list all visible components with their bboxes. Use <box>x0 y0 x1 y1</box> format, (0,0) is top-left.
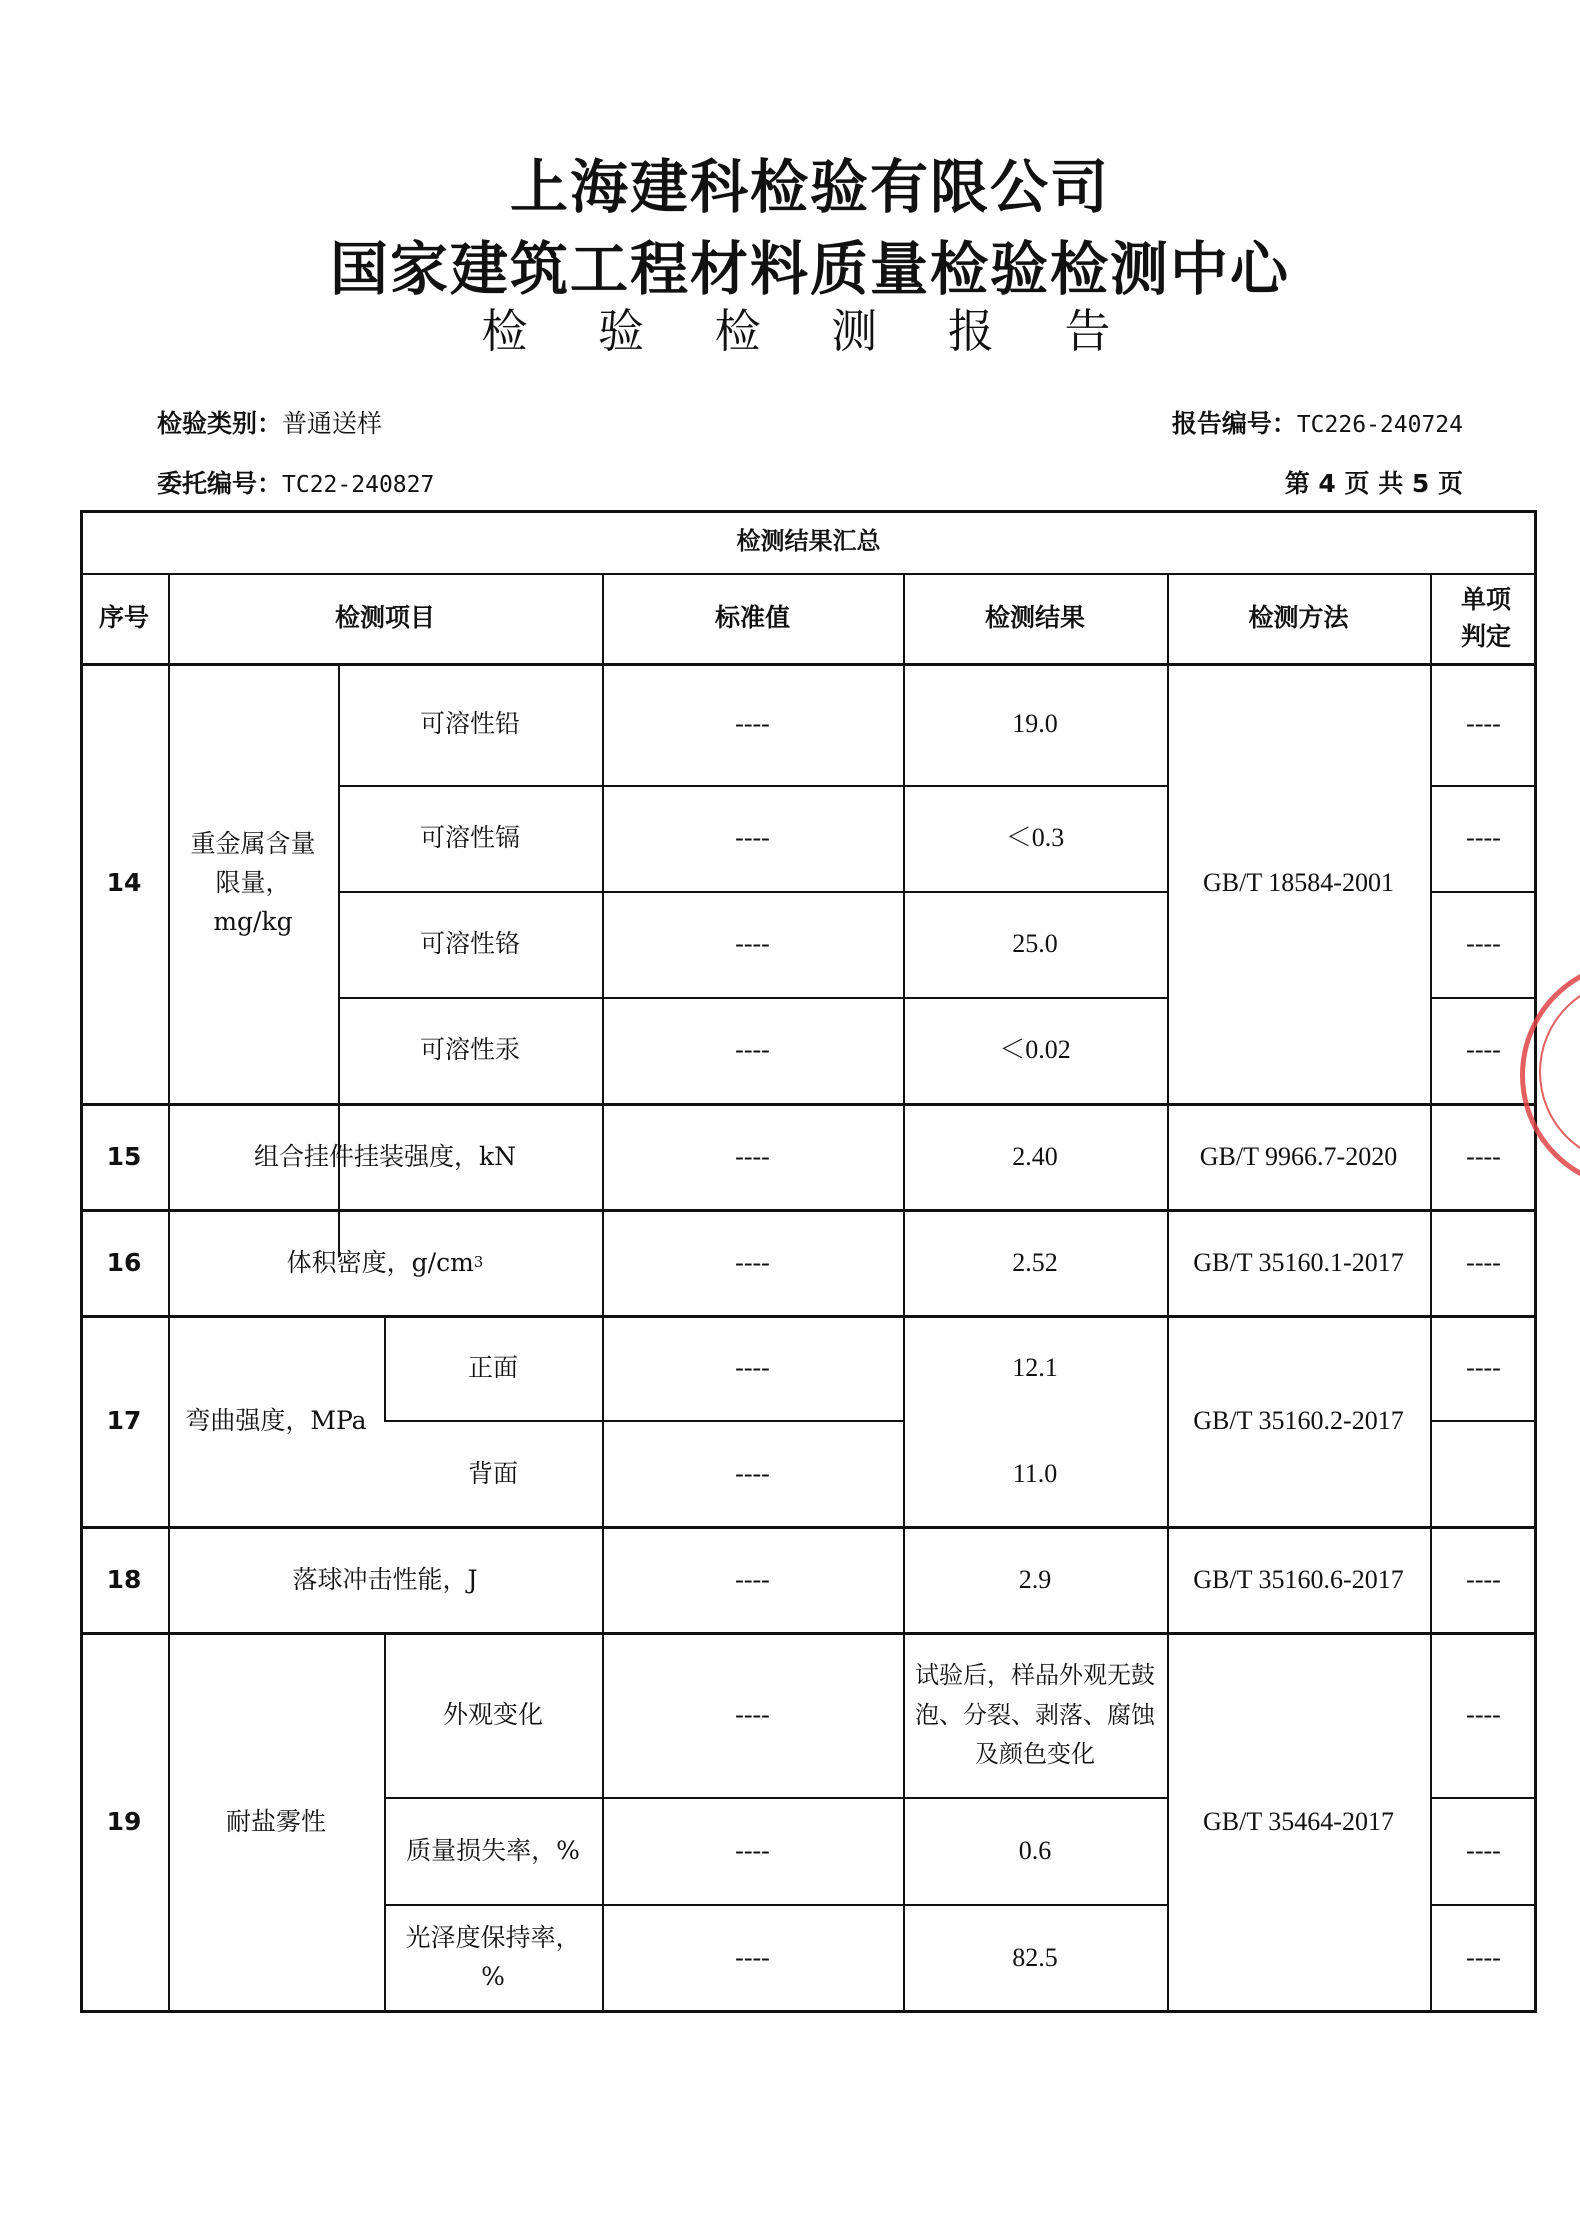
inspection-category <box>157 404 382 440</box>
category-value: 普通送样 <box>282 409 383 438</box>
row-17-sub-2-name: 背面 <box>467 1458 518 1488</box>
row-14-sub-1-name: 可溶性铅 <box>419 708 520 738</box>
row-19-seq: 19 <box>106 1806 142 1836</box>
row-14-sub-2-result: ＜0.3 <box>1005 822 1065 852</box>
row-18-standard: ---- <box>735 1564 770 1594</box>
row-18-seq: 18 <box>106 1564 142 1594</box>
report-number-value: TC226-240724 <box>1296 412 1463 438</box>
row-19-method: GB/T 35464-2017 <box>1203 1806 1394 1836</box>
row-19-sub-1-judge: ---- <box>1466 1700 1501 1730</box>
row-17-sub-1-name: 正面 <box>467 1353 518 1383</box>
row-17-sub-1-result: 12.1 <box>1012 1353 1058 1383</box>
row-15-result: 2.40 <box>1012 1141 1058 1171</box>
row-17-method: GB/T 35160.2-2017 <box>1193 1406 1404 1436</box>
company-title: 上海建科检验有限公司 <box>509 153 1110 221</box>
row-15-method: GB/T 9966.7-2020 <box>1199 1141 1398 1171</box>
row-14-seq: 14 <box>106 868 142 898</box>
row-19-sub-1-result: 试验后，样品外观无鼓泡、分裂、剥落、腐蚀及颜色变化 <box>915 1661 1155 1769</box>
row-19-sub-2-name: 质量损失率，% <box>406 1836 580 1866</box>
row-14-sub-4-result: ＜0.02 <box>999 1035 1071 1065</box>
row-18-method: GB/T 35160.6-2017 <box>1193 1564 1404 1594</box>
row-14-sub-2-standard: ---- <box>735 822 770 852</box>
row-17-seq: 17 <box>106 1406 142 1436</box>
row-19-item: 耐盐雾性 <box>225 1806 326 1836</box>
row-16-method: GB/T 35160.1-2017 <box>1193 1247 1404 1277</box>
header-result: 检测结果 <box>984 603 1085 633</box>
row-16-seq: 16 <box>106 1247 142 1277</box>
row-19-sub-3-standard: ---- <box>735 1942 770 1972</box>
seal-inner-ring <box>1539 979 1580 1165</box>
row-15-standard: ---- <box>735 1141 770 1171</box>
header-seq: 序号 <box>98 603 149 633</box>
row-19-sub-2-result: 0.6 <box>1018 1836 1052 1866</box>
entrust-number-value: TC22-240827 <box>282 472 435 498</box>
row-19-sub-3-result: 82.5 <box>1012 1942 1058 1972</box>
row-14-sub-4-standard: ---- <box>735 1035 770 1065</box>
row-14-sub-4-judge: ---- <box>1466 1035 1501 1065</box>
row-19-sub-1-standard: ---- <box>735 1700 770 1730</box>
header-method: 检测方法 <box>1248 603 1349 633</box>
row-19-sub-3-name: 光泽度保持率，% <box>405 1923 581 1991</box>
row-15-item: 组合挂件挂装强度，kN <box>253 1141 517 1171</box>
entrust-number-label: 委托编号： <box>157 469 283 498</box>
row-15-seq: 15 <box>106 1141 142 1171</box>
report-number <box>1172 404 1463 440</box>
row-17-item: 弯曲强度，MPa <box>185 1406 367 1436</box>
row-14-sub-3-judge: ---- <box>1466 928 1501 958</box>
header-item: 检测项目 <box>334 603 435 633</box>
row-14-sub-3-result: 25.0 <box>1012 928 1058 958</box>
row-14-sub-2-judge: ---- <box>1466 822 1501 852</box>
row-14-sub-3-standard: ---- <box>735 928 770 958</box>
report-number-label: 报告编号： <box>1171 409 1297 438</box>
row-14-sub-1-standard: ---- <box>735 708 770 738</box>
row-16-item-superscript: 3 <box>473 1253 484 1272</box>
row-19-sub-1-name: 外观变化 <box>442 1700 543 1730</box>
row-14-method: GB/T 18584-2001 <box>1203 868 1394 898</box>
row-14-sub-1-result: 19.0 <box>1012 708 1058 738</box>
row-14-sub-2-name: 可溶性镉 <box>419 822 520 852</box>
row-15-judge: ---- <box>1466 1141 1501 1171</box>
row-16-standard: ---- <box>735 1247 770 1277</box>
row-14-sub-1-judge: ---- <box>1466 708 1501 738</box>
page-info: 第 4 页 共 5 页 <box>1284 469 1463 498</box>
row-19-sub-2-judge: ---- <box>1466 1836 1501 1866</box>
row-14-sub-4-name: 可溶性汞 <box>419 1035 520 1065</box>
header-judge: 单项判定 <box>1460 585 1511 651</box>
rule <box>1430 573 1432 664</box>
row-18-item: 落球冲击性能，J <box>292 1564 478 1594</box>
row-16-item <box>168 1210 602 1316</box>
row-19-sub-2-standard: ---- <box>735 1836 770 1866</box>
row-17-sub-1-standard: ---- <box>735 1353 770 1383</box>
header-standard: 标准值 <box>714 603 790 633</box>
row-19-sub-3-judge: ---- <box>1466 1942 1501 1972</box>
row-16-item-text: 体积密度，g/cm <box>286 1247 474 1277</box>
center-title: 国家建筑工程材料质量检验检测中心 <box>329 235 1290 303</box>
table-caption: 检测结果汇总 <box>736 526 881 555</box>
row-18-result: 2.9 <box>1018 1564 1052 1594</box>
row-16-judge: ---- <box>1466 1247 1501 1277</box>
row-17-sub-2-result: 11.0 <box>1012 1458 1058 1488</box>
report-title: 检 验 检 测 报 告 <box>481 304 1139 358</box>
row-14-sub-3-name: 可溶性铬 <box>419 928 520 958</box>
row-17-judge: ---- <box>1466 1353 1501 1383</box>
entrust-number <box>157 464 434 500</box>
category-label: 检验类别： <box>157 409 283 438</box>
row-16-result: 2.52 <box>1012 1247 1058 1277</box>
row-18-judge: ---- <box>1466 1564 1501 1594</box>
row-14-item: 重金属含量限量，mg/kg <box>190 829 316 936</box>
row-17-sub-2-standard: ---- <box>735 1458 770 1488</box>
